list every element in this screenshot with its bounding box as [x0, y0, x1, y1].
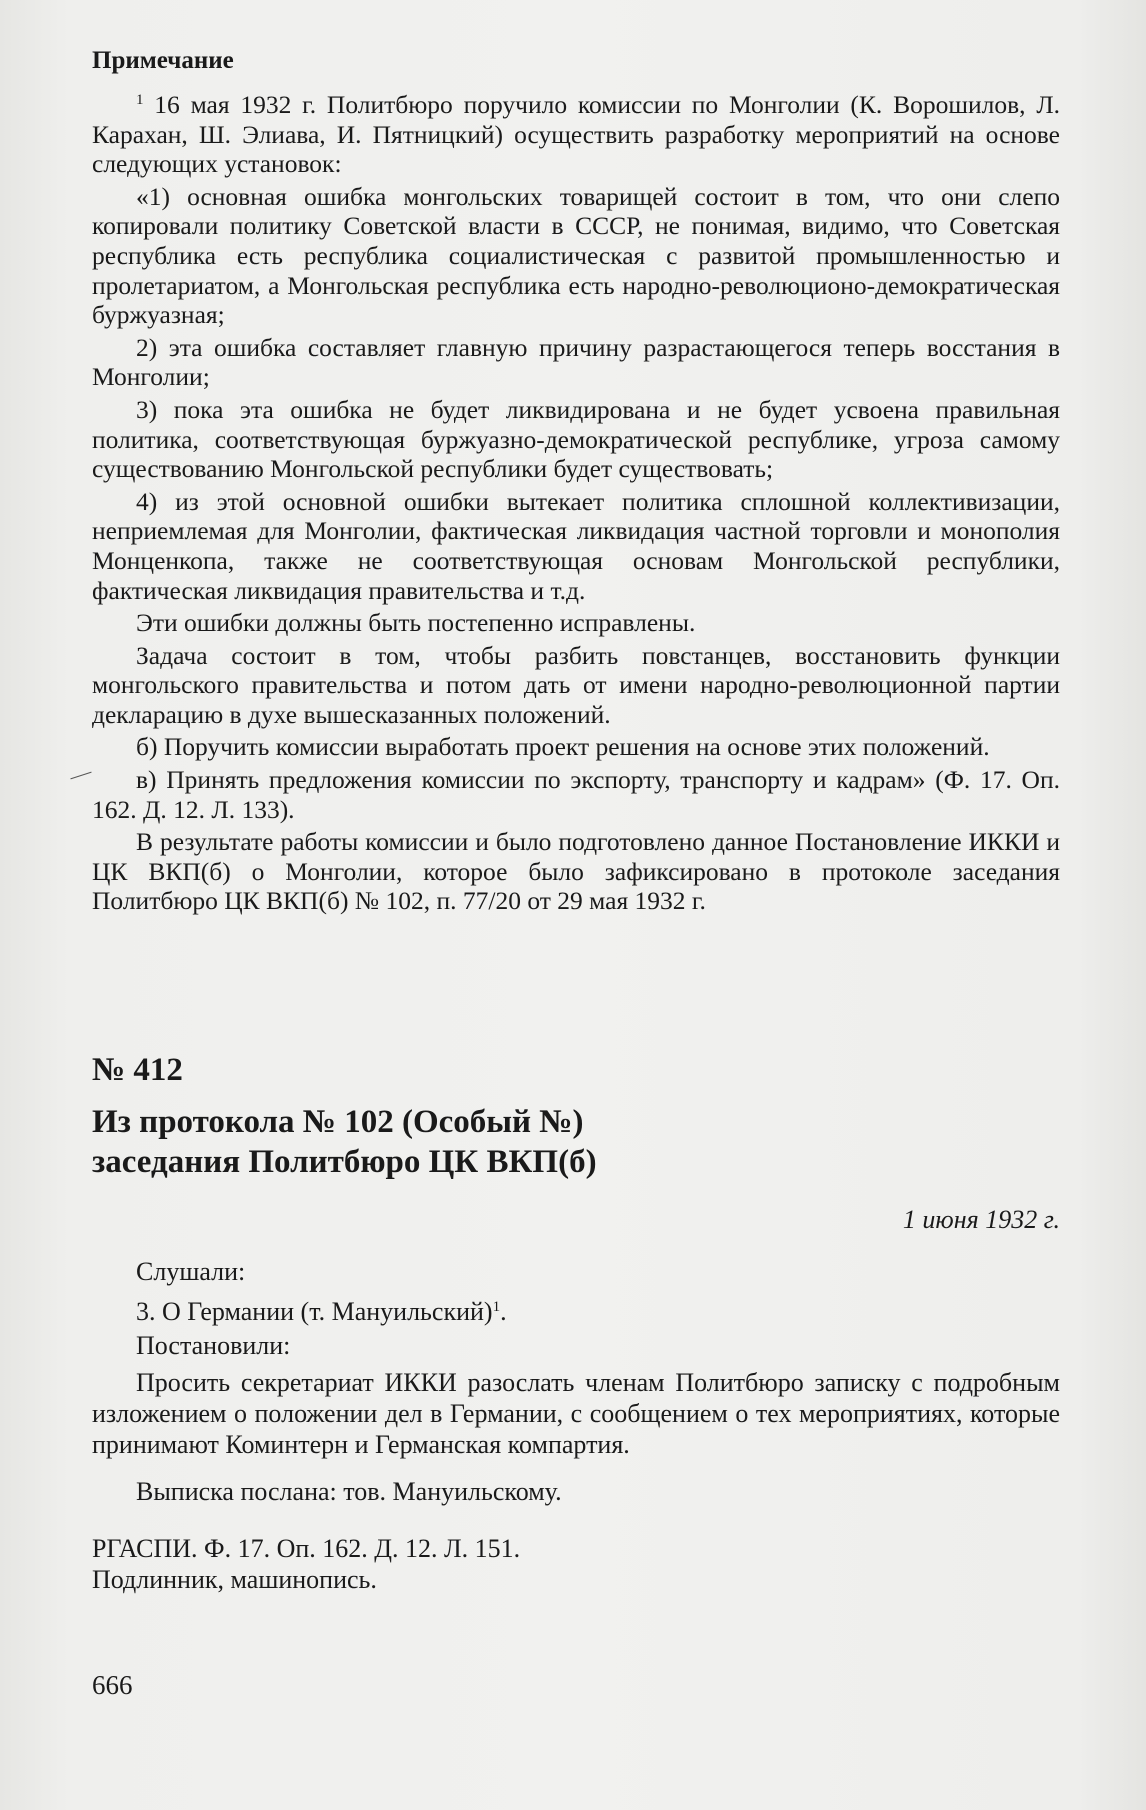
note-paragraph-9: в) Принять предложения комиссии по экспорту, транспорту и кадрам» (Ф. 17. Оп. 162. Д. 12. Л. 133).: [92, 765, 1060, 824]
note-paragraph-1: [92, 90, 1060, 179]
heard-item-period: .: [500, 1297, 507, 1326]
resolved-label: Постановили:: [136, 1331, 291, 1360]
note-section: [92, 46, 1060, 916]
note-paragraph-8: б) Поручить комиссии выработать проект решения на основе этих положений.: [136, 732, 990, 762]
original-type: Подлинник, машинопись.: [92, 1565, 377, 1594]
note-paragraph-2: «1) основная ошибка монгольских товарищей состоит в том, что они слепо копировали политику Советской власти в СССР, не понимая, видимо, что Советская республика есть республика социалистическая с развитой промышленностью и пролетариатом, а Монгольская республика есть народно-революционо-демократическая буржуазная;: [92, 181, 1060, 330]
note-paragraph-4: 3) пока эта ошибка не будет ликвидирована и не будет усвоена правильная политика, соответствующая буржуазно-демократической республике, угроза самому существованию Монгольской республики будет существовать;: [92, 394, 1060, 484]
note-heading: Примечание: [92, 47, 234, 74]
document-title-line-2: заседания Политбюро ЦК ВКП(б): [92, 1144, 597, 1180]
note-paragraph-6: Эти ошибки должны быть постепенно исправлены.: [136, 608, 696, 638]
resolution-text: Просить секретариат ИККИ разослать членам Политбюро записку с подробным изложением о положении дел в Германии, с сообщением о тех мероприятиях, которые принимают Коминтерн и Германская компартия.: [92, 1368, 1060, 1459]
document-number: № 412: [92, 1052, 183, 1088]
note-paragraph-1-text: 16 мая 1932 г. Политбюро поручило комиссии по Монголии (К. Ворошилов, Л. Карахан, Ш. Элиава, И. Пятницкий) осуществить разработку мероприятий на основе следующих установок:: [92, 90, 1060, 179]
footnote-marker: 1: [136, 92, 144, 108]
extract-sent: Выписка послана: тов. Мануильскому.: [136, 1477, 562, 1506]
note-paragraph-3: 2) эта ошибка составляет главную причину разрастающегося теперь восстания в Монголии;: [92, 332, 1060, 392]
note-paragraph-5: 4) из этой основной ошибки вытекает политика сплошной коллективизации, неприемлемая для Монголии, фактическая ликвидация частной торговли и монополия Монценкопа, также не соответствующая основам Монгольской республики, фактическая ликвидация правительства и т.д.: [92, 486, 1060, 605]
heard-footnote-marker: 1: [492, 1299, 501, 1315]
document-title-line-1: Из протокола № 102 (Особый №): [92, 1104, 584, 1140]
heard-item: [92, 1296, 1060, 1327]
note-paragraph-7: Задача состоит в том, чтобы разбить повстанцев, восстановить функции монгольского правительства и потом дать от имени народно-революционной партии декларацию в духе вышесказанных положений.: [92, 640, 1060, 729]
heard-label: Слушали:: [136, 1257, 246, 1286]
document-date: 1 июня 1932 г.: [902, 1205, 1060, 1234]
page-number: 666: [92, 1670, 133, 1700]
note-paragraph-10: В результате работы комиссии и было подготовлено данное Постановление ИККИ и ЦК ВКП(б) о Монголии, которое было зафиксировано в протоколе заседания Политбюро ЦК ВКП(б) № 102, п. 77/20 от 29 мая 1932 г.: [92, 827, 1060, 916]
document-section: [92, 1050, 1060, 1595]
margin-mark: [70, 772, 91, 780]
heard-item-text: 3. О Германии (т. Мануильский): [136, 1297, 493, 1326]
archive-reference: РГАСПИ. Ф. 17. Оп. 162. Д. 12. Л. 151.: [92, 1534, 521, 1563]
